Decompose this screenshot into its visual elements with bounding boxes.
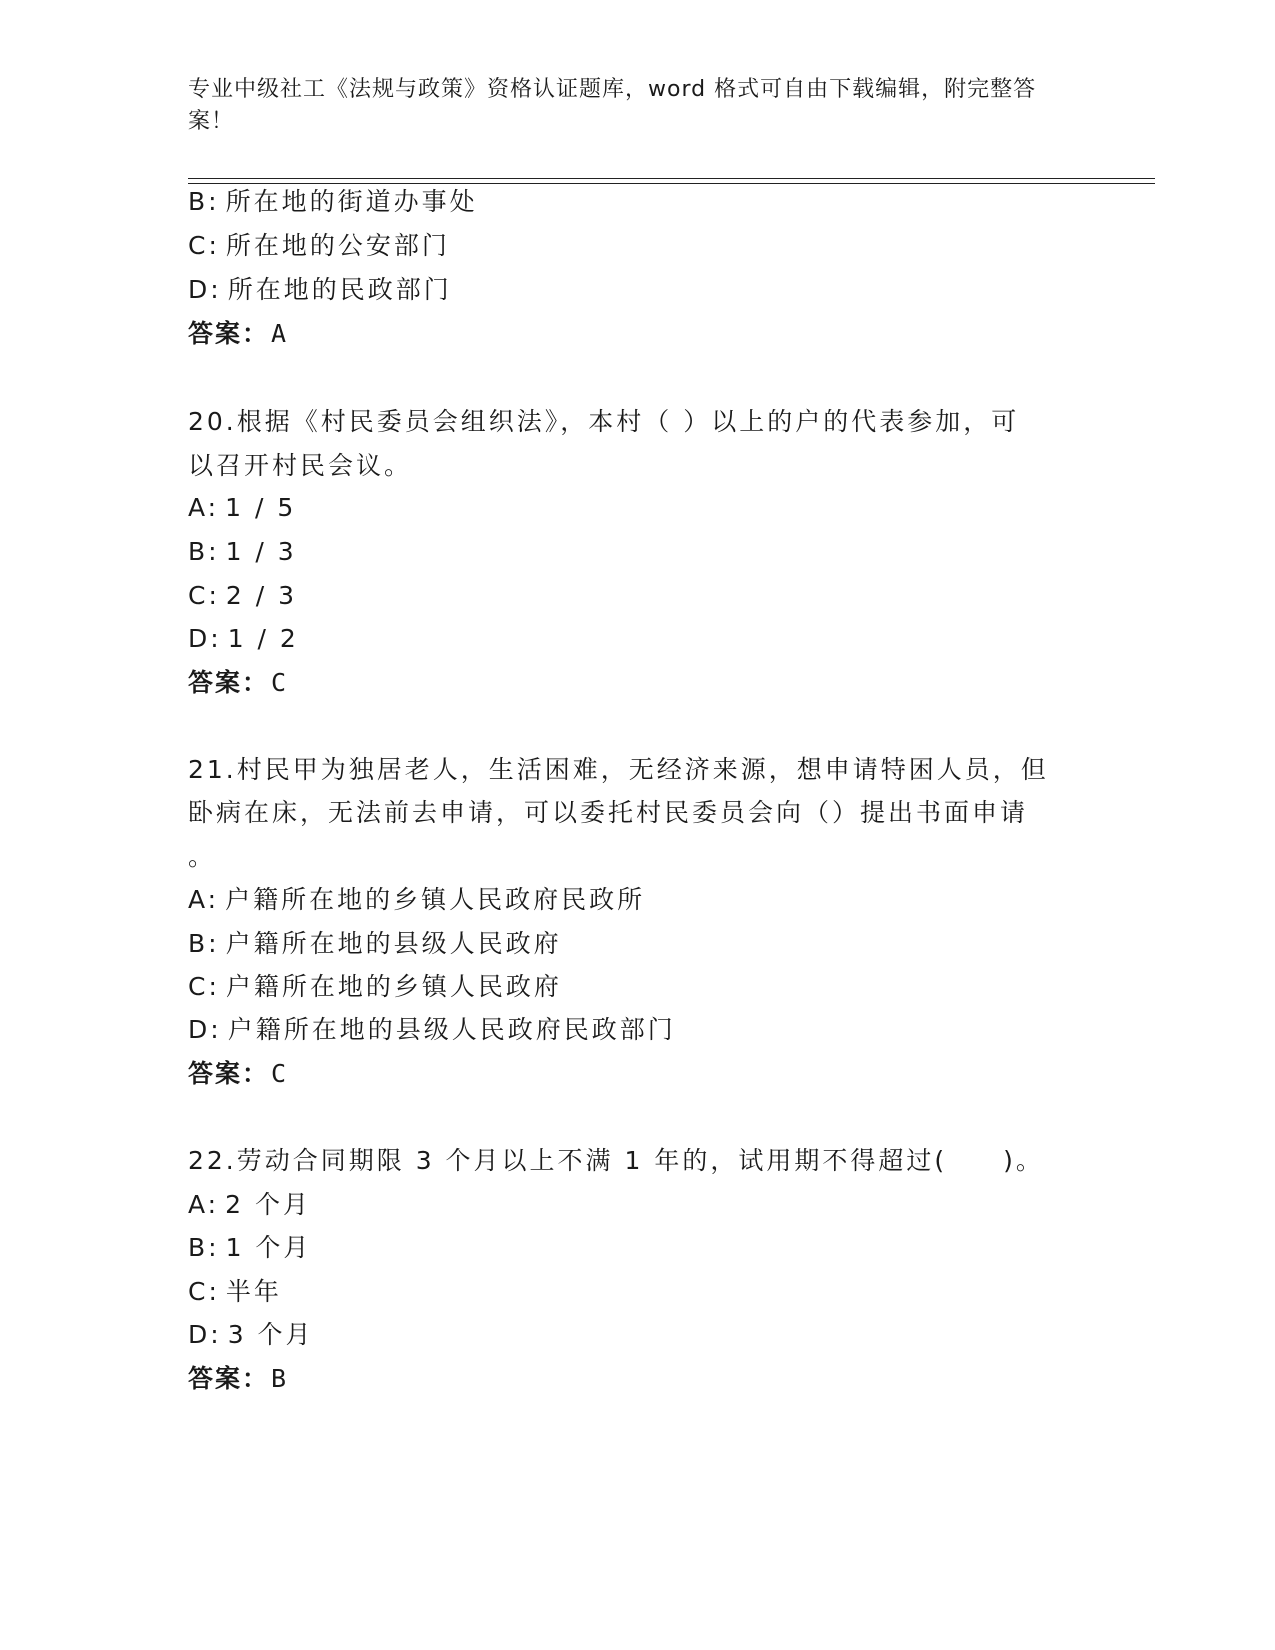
q20-answer: 答案：C — [188, 668, 289, 697]
q21-answer: 答案：C — [188, 1059, 289, 1088]
q22-option-c: C: 半年 — [188, 1277, 282, 1306]
q20-option-b: B: 1 / 3 — [188, 537, 297, 566]
q19-option-c: C: 所在地的公安部门 — [188, 231, 450, 260]
q19-option-b: B: 所在地的街道办事处 — [188, 187, 478, 216]
q21-option-b: B: 户籍所在地的县级人民政府 — [188, 929, 562, 958]
q22-option-d: D: 3 个月 — [188, 1320, 314, 1349]
q22-stem-line1: 22.劳动合同期限 3 个月以上不满 1 年的，试用期不得超过( )。 — [188, 1146, 1044, 1175]
q21-stem-line3: 。 — [188, 842, 217, 871]
q20-stem-line2: 以召开村民会议。 — [188, 451, 413, 480]
q21-option-c: C: 户籍所在地的乡镇人民政府 — [188, 972, 562, 1001]
q19-answer: 答案：A — [188, 319, 289, 348]
q21-stem-line1: 21.村民甲为独居老人，生活困难，无经济来源，想申请特困人员，但 — [188, 755, 1049, 784]
q19-option-d: D: 所在地的民政部门 — [188, 275, 452, 304]
q22-answer: 答案：B — [188, 1364, 289, 1393]
q22-option-b: B: 1 个月 — [188, 1233, 312, 1262]
header-rule-bottom — [188, 183, 1155, 184]
q20-option-a: A: 1 / 5 — [188, 493, 297, 522]
header-rule-top — [188, 178, 1155, 179]
q21-option-a: A: 户籍所在地的乡镇人民政府民政所 — [188, 885, 646, 914]
q21-stem-line2: 卧病在床，无法前去申请，可以委托村民委员会向（）提出书面申请 — [188, 798, 1029, 827]
q20-option-c: C: 2 / 3 — [188, 581, 298, 610]
document-header: 专业中级社工《法规与政策》资格认证题库，word 格式可自由下载编辑，附完整答案！ — [188, 77, 1037, 134]
q20-stem-line1: 20.根据《村民委员会组织法》，本村（ ）以上的户的代表参加，可 — [188, 407, 1020, 436]
q20-option-d: D: 1 / 2 — [188, 624, 299, 653]
q21-option-d: D: 户籍所在地的县级人民政府民政部门 — [188, 1015, 676, 1044]
q22-option-a: A: 2 个月 — [188, 1190, 311, 1219]
